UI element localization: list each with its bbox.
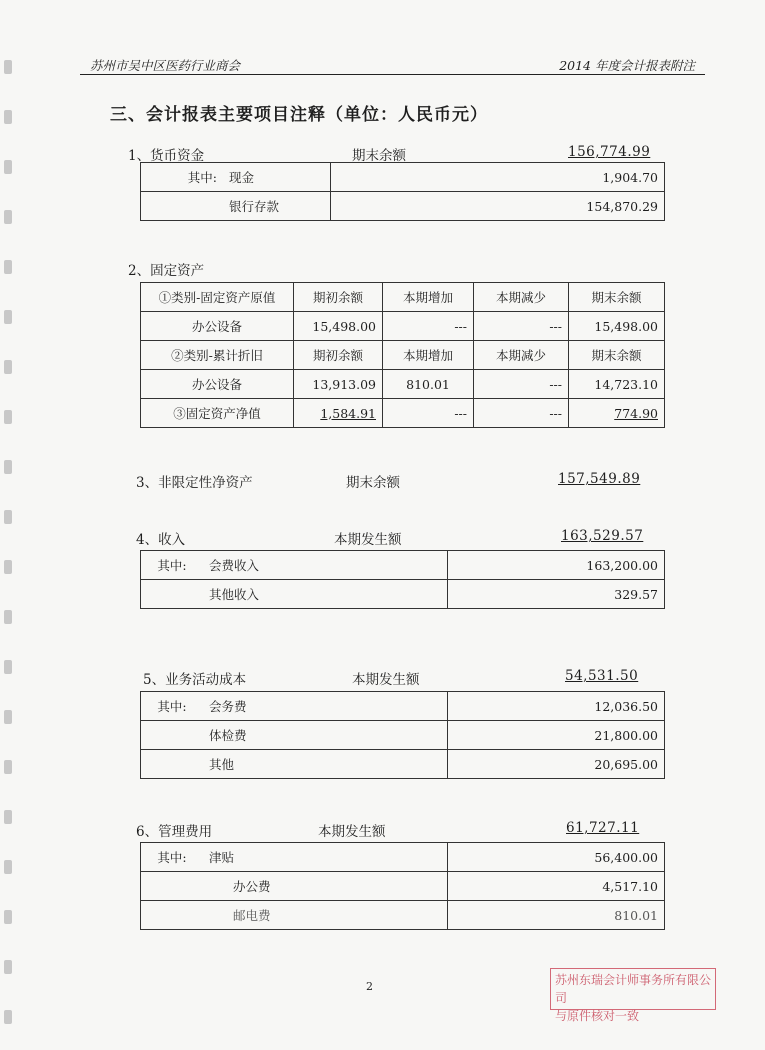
fixed-assets-label: 2、固定资产 — [128, 263, 205, 279]
row-value: 12,036.50 — [448, 692, 665, 721]
verification-stamp — [550, 968, 716, 1023]
table-row — [141, 580, 665, 609]
row-name: 现金 — [223, 163, 331, 192]
cell: 15,498.00 — [569, 312, 665, 341]
row-value: 329.57 — [448, 580, 665, 609]
table-row — [141, 901, 665, 930]
row-prefix — [141, 580, 204, 609]
unrestricted-column-header: 期末余额 — [346, 475, 400, 491]
cell: --- — [474, 312, 569, 341]
cell: 本期增加 — [383, 283, 474, 312]
business-cost-total: 54,531.50 — [565, 668, 639, 684]
row-name: 津贴 — [203, 843, 448, 872]
unrestricted-label: 3、非限定性净资产 — [136, 475, 253, 491]
row-value: 163,200.00 — [448, 551, 665, 580]
header-divider — [80, 74, 705, 75]
row-name: 其他收入 — [203, 580, 448, 609]
cell: 774.90 — [569, 399, 665, 428]
row-prefix: 其中: — [141, 163, 224, 192]
cell: 14,723.10 — [569, 370, 665, 399]
business-cost-table — [140, 691, 665, 779]
business-cost-label: 5、业务活动成本 — [143, 672, 247, 688]
cash-table — [140, 162, 665, 221]
income-column-header: 本期发生额 — [334, 532, 402, 548]
admin-cost-table — [140, 842, 665, 930]
income-total: 163,529.57 — [561, 528, 644, 544]
cell: 本期减少 — [474, 283, 569, 312]
table-row — [141, 843, 665, 872]
row-name: 邮电费 — [203, 901, 448, 930]
row-value: 4,517.10 — [448, 872, 665, 901]
table-row — [141, 872, 665, 901]
stamp-line-2: 与原件核对一致 — [555, 1009, 640, 1023]
row-name: 银行存款 — [223, 192, 331, 221]
cell: 本期减少 — [474, 341, 569, 370]
table-row — [141, 341, 665, 370]
table-row — [141, 370, 665, 399]
row-name: 办公费 — [203, 872, 448, 901]
table-row — [141, 750, 665, 779]
cell: --- — [383, 312, 474, 341]
header-report: 2014 年度会计报表附注 — [559, 58, 695, 73]
cell: 办公设备 — [141, 312, 294, 341]
cell: 期初余额 — [294, 341, 383, 370]
cell: ③固定资产净值 — [141, 399, 294, 428]
cash-label: 1、货币资金 — [128, 148, 205, 164]
table-row — [141, 721, 665, 750]
row-prefix — [141, 750, 204, 779]
table-row — [141, 692, 665, 721]
row-name: 体检费 — [203, 721, 448, 750]
income-label: 4、收入 — [136, 532, 186, 548]
page-number: 2 — [366, 980, 373, 993]
cell: 1,584.91 — [294, 399, 383, 428]
row-prefix — [141, 901, 204, 930]
cell: 期末余额 — [569, 283, 665, 312]
admin-cost-label: 6、管理费用 — [136, 824, 213, 840]
income-table — [140, 550, 665, 609]
cell: 13,913.09 — [294, 370, 383, 399]
business-cost-column-header: 本期发生额 — [352, 672, 420, 688]
row-name: 其他 — [203, 750, 448, 779]
table-row — [141, 163, 665, 192]
cell: --- — [474, 370, 569, 399]
cell: 15,498.00 — [294, 312, 383, 341]
cell: 本期增加 — [383, 341, 474, 370]
row-value: 20,695.00 — [448, 750, 665, 779]
row-value: 810.01 — [448, 901, 665, 930]
section-title: 三、会计报表主要项目注释（单位：人民币元） — [110, 105, 488, 125]
table-row — [141, 283, 665, 312]
cell: 办公设备 — [141, 370, 294, 399]
cash-total: 156,774.99 — [568, 144, 651, 160]
cell: 期初余额 — [294, 283, 383, 312]
stamp-line-1: 苏州东瑞会计师事务所有限公司 — [555, 973, 712, 1005]
cash-column-header: 期末余额 — [352, 148, 406, 164]
admin-cost-column-header: 本期发生额 — [318, 824, 386, 840]
cell: ①类别-固定资产原值 — [141, 283, 294, 312]
row-value: 154,870.29 — [331, 192, 665, 221]
table-row — [141, 551, 665, 580]
row-prefix: 其中: — [141, 843, 204, 872]
row-prefix: 其中: — [141, 692, 204, 721]
cell: 810.01 — [383, 370, 474, 399]
table-row — [141, 399, 665, 428]
row-name: 会费收入 — [203, 551, 448, 580]
table-row — [141, 312, 665, 341]
row-value: 21,800.00 — [448, 721, 665, 750]
table-row — [141, 192, 665, 221]
cell: --- — [383, 399, 474, 428]
row-prefix — [141, 192, 224, 221]
fixed-assets-table — [140, 282, 665, 428]
admin-cost-total: 61,727.11 — [566, 820, 640, 836]
header-org: 苏州市吴中区医药行业商会 — [90, 58, 241, 73]
cell: --- — [474, 399, 569, 428]
cell: 期末余额 — [569, 341, 665, 370]
row-value: 1,904.70 — [331, 163, 665, 192]
row-name: 会务费 — [203, 692, 448, 721]
cell: ②类别-累计折旧 — [141, 341, 294, 370]
row-prefix: 其中: — [141, 551, 204, 580]
row-value: 56,400.00 — [448, 843, 665, 872]
row-prefix — [141, 721, 204, 750]
row-prefix — [141, 872, 204, 901]
unrestricted-total: 157,549.89 — [558, 471, 641, 487]
